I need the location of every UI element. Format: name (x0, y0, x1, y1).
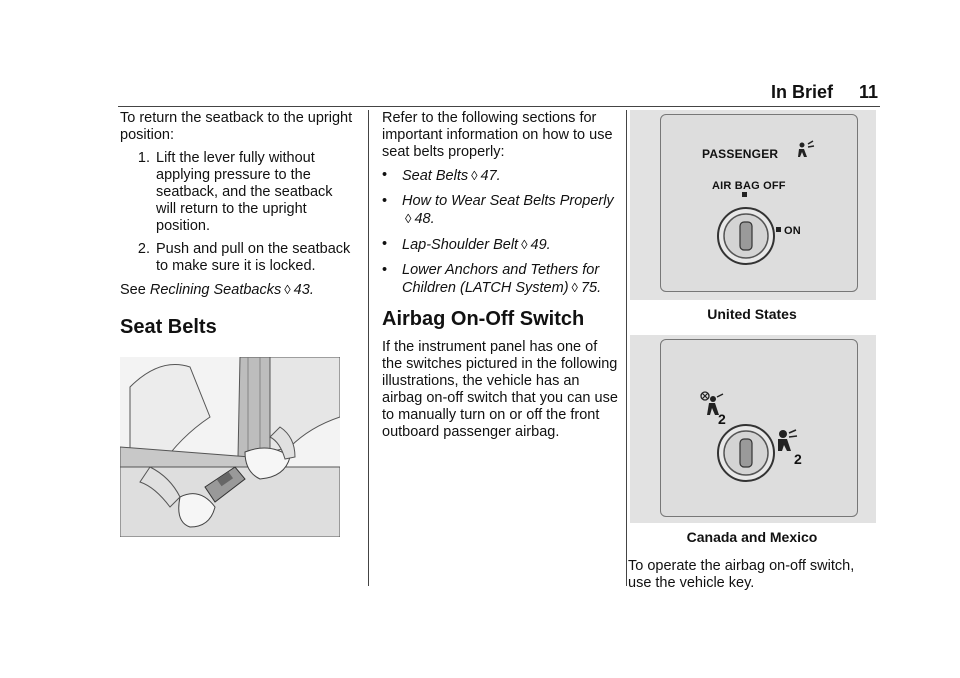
column-2 (382, 110, 618, 441)
on-subscript: 2 (794, 451, 802, 467)
bullet-icon: • (382, 236, 388, 252)
operate-switch-text: To operate the airbag on-off switch, use the vehicle key. (628, 558, 855, 591)
see-prefix: See (120, 282, 146, 298)
ref-link[interactable]: Lower Anchors and Tethers for Children (LATCH System) (402, 262, 600, 296)
seat-belts-heading: Seat Belts (120, 316, 217, 338)
list-item: • How to Wear Seat Belts Properly ◊ 48. (382, 193, 614, 227)
page-header (740, 82, 878, 103)
passenger-airbag-icon (796, 140, 816, 160)
seat-belt-ref-list (382, 167, 618, 297)
airbag-switch-body: If the instrument panel has one of the switches pictured in the following illustrations, the vehicle has an airbag on-off switch that you can use to manually turn on or off the front outboard passenger airbag. (382, 339, 618, 440)
seatback-intro: To return the seatback to the upright position: (120, 110, 353, 143)
column-3 (628, 110, 876, 592)
off-subscript: 2 (718, 411, 726, 427)
step-number: 2. (137, 241, 150, 257)
seat-belts-intro: Refer to the following sections for important information on how to use seat belts properly: (382, 110, 613, 160)
step-2 (120, 241, 356, 275)
step-text: Lift the lever fully without applying pressure to the seatback, and the seatback will return to the upright position. (156, 150, 333, 234)
see-ref-page[interactable]: 43 (293, 282, 310, 298)
page-arrow-icon: ◊ (571, 280, 578, 295)
airbag-off-label: AIR BAG OFF (712, 180, 786, 192)
ref-page[interactable]: 48 (414, 211, 431, 227)
section-title: In Brief (770, 82, 833, 102)
canada-caption: Canada and Mexico (686, 529, 818, 545)
column-divider-1 (368, 110, 369, 586)
step-number: 1. (137, 150, 150, 166)
ref-link[interactable]: Lap-Shoulder Belt (402, 237, 519, 253)
bullet-icon: • (382, 193, 388, 209)
list-item: • Seat Belts ◊ 47. (382, 167, 501, 184)
page-arrow-icon: ◊ (471, 168, 478, 183)
list-item: • Lap-Shoulder Belt ◊ 49. (382, 236, 551, 253)
seatback-steps (120, 150, 356, 275)
ref-link[interactable]: Seat Belts (402, 168, 469, 184)
step-text: Push and pull on the seatback to make sure it is locked. (156, 241, 351, 274)
ref-page[interactable]: 47 (480, 168, 497, 184)
key-switch-icon (716, 423, 776, 483)
key-switch-icon (716, 206, 776, 266)
bullet-icon: • (382, 262, 388, 278)
ref-page[interactable]: 49 (530, 237, 547, 253)
on-label: ON (784, 225, 801, 237)
seat-belt-illustration (120, 357, 340, 537)
bullet-icon: • (382, 167, 388, 183)
column-divider-2 (626, 110, 627, 586)
on-indicator-icon (776, 227, 781, 232)
off-indicator-icon (742, 192, 747, 197)
page-number: 11 (858, 82, 878, 102)
page-arrow-icon: ◊ (284, 282, 291, 297)
page-arrow-icon: ◊ (521, 237, 528, 252)
passenger-label: PASSENGER (702, 147, 779, 161)
list-item: • Lower Anchors and Tethers for Children (LATCH System) ◊ 75. (382, 262, 602, 296)
column-1 (120, 110, 356, 537)
ref-link[interactable]: How to Wear Seat Belts Properly (402, 193, 614, 209)
page-arrow-icon: ◊ (405, 211, 412, 226)
header-rule (118, 106, 880, 107)
see-ref-link[interactable]: Reclining Seatbacks (149, 282, 282, 298)
airbag-panel-canada-illustration (630, 335, 876, 523)
airbag-switch-heading: Airbag On-Off Switch (382, 308, 585, 330)
airbag-panel-us-illustration (630, 110, 876, 300)
step-1 (120, 150, 356, 235)
us-caption: United States (707, 306, 797, 322)
see-reference: See Reclining Seatbacks ◊ 43. (120, 282, 314, 298)
ref-page[interactable]: 75 (580, 280, 598, 296)
